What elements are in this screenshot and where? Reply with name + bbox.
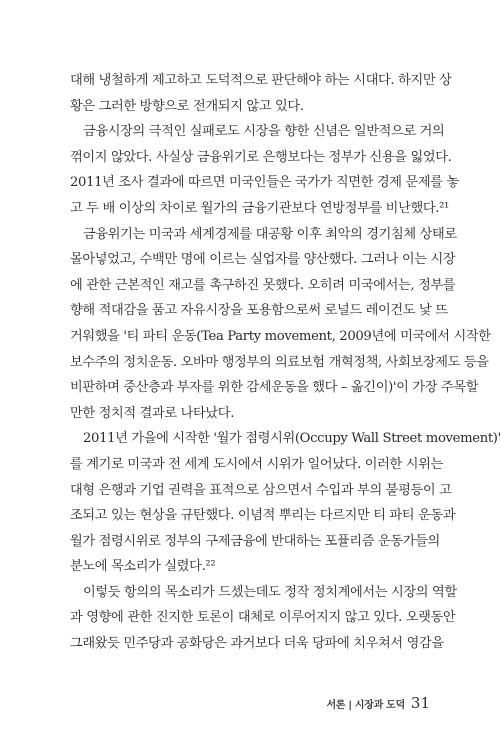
page-number: 31: [410, 694, 430, 712]
paragraph-3-line: 에 관한 근본적인 재고를 촉구하진 못했다. 오히려 미국에서는, 정부를: [70, 277, 456, 293]
paragraph-3-line: 몰아넣었고, 수백만 명에 이르는 실업자를 양산했다. 그러나 이는 시장: [70, 252, 456, 268]
page-body: [70, 72, 501, 661]
paragraph-3-line: 거워했을 '티 파티 운동(Tea Party movement, 2009년에 미국에서 시작한: [70, 328, 491, 344]
paragraph-4-line: 를 계기로 미국과 전 세계 도시에서 시위가 일어났다. 이러한 시위는: [70, 456, 443, 472]
paragraph-2-line: 금융시장의 극적인 실패로도 시장을 향한 신념은 일반적으로 거의: [83, 124, 445, 140]
paragraph-1-line: 황은 그러한 방향으로 전개되지 않고 있다.: [70, 98, 304, 114]
paragraph-3-line: 보수주의 정치운동. 오바마 행정부의 의료보험 개혁정책, 사회보장제도 등을: [70, 354, 489, 370]
paragraph-3-line: 만한 정치적 결과로 나타났다.: [70, 405, 235, 421]
paragraph-4-line: 월가 점령시위로 정부의 구제금융에 반대하는 포퓰리즘 운동가들의: [70, 533, 440, 549]
running-footer-section: 서론 | 시장과 도덕: [326, 700, 405, 711]
paragraph-5-line: 과 영향에 관한 진지한 토론이 대체로 이루어지지 않고 있다. 오랫동안: [70, 610, 456, 626]
paragraph-1-line: 대해 냉철하게 제고하고 도덕적으로 판단해야 하는 시대다. 하지만 상: [70, 73, 452, 88]
paragraph-3-line: 비판하며 중산층과 부자를 위한 감세운동을 했다 – 옮긴이)'이 가장 주목할: [70, 380, 479, 396]
paragraph-3-line: 향해 적대감을 품고 자유시장을 포용함으로써 로널드 레이건도 낯 뜨: [70, 303, 448, 319]
paragraph-4-line: 2011년 가을에 시작한 '월가 점령시위(Occupy Wall Street movement)': [83, 431, 501, 447]
paragraph-4-line: 대형 은행과 기업 권력을 표적으로 삼으면서 수입과 부의 불평등이 고: [70, 482, 452, 498]
paragraph-4-line: 분노에 목소리가 실렸다.²²: [70, 559, 216, 575]
paragraph-5-line: 그래왔듯 민주당과 공화당은 과거보다 더욱 당파에 치우쳐서 영감을: [70, 636, 444, 652]
paragraph-2-line: 고 두 배 이상의 차이로 월가의 금융기관보다 연방정부를 비난했다.²¹: [70, 200, 449, 216]
paragraph-4-line: 조되고 있는 현상을 규탄했다. 이념적 뿌리는 다르지만 티 파티 운동과: [70, 508, 456, 524]
paragraph-2-line: 꺾이지 않았다. 사실상 금융위기로 은행보다는 정부가 신용을 잃었다.: [70, 149, 452, 165]
paragraph-2-line: 2011년 조사 결과에 따르면 미국인들은 국가가 직면한 경제 문제를 놓: [70, 175, 459, 191]
paragraph-5-line: 이렇듯 항의의 목소리가 드셌는데도 정작 정치계에서는 시장의 역할: [83, 584, 457, 600]
paragraph-3-line: 금융위기는 미국과 세계경제를 대공황 이후 최악의 경기침체 상태로: [83, 226, 457, 242]
page-footer: [326, 694, 430, 716]
